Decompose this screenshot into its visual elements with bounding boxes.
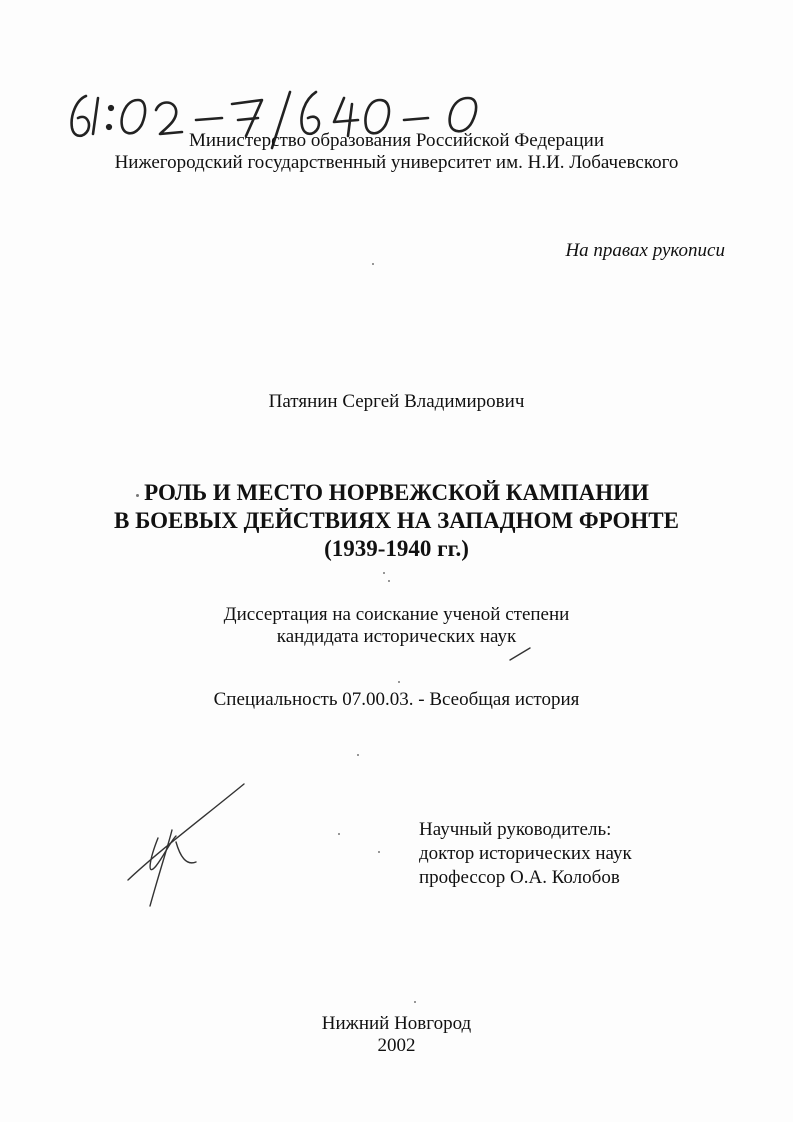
supervisor-degree: доктор исторических наук bbox=[419, 843, 632, 864]
scan-speck bbox=[388, 580, 390, 582]
speciality-line: Специальность 07.00.03. - Всеобщая история bbox=[213, 689, 580, 710]
ministry-line: Министерство образования Российской Федерации bbox=[189, 130, 604, 151]
city-line: Нижний Новгород bbox=[321, 1013, 472, 1034]
supervisor-block bbox=[419, 818, 632, 890]
supervisor-role: Научный руководитель: bbox=[419, 819, 612, 840]
dissertation-line-2: кандидата исторических наук bbox=[276, 626, 517, 647]
scan-speck bbox=[383, 572, 385, 574]
scan-speck bbox=[414, 1001, 416, 1003]
scan-speck bbox=[372, 263, 374, 265]
title-line-1: РОЛЬ И МЕСТО НОРВЕЖСКОЙ КАМПАНИИ bbox=[144, 480, 649, 505]
year-line: 2002 bbox=[377, 1035, 416, 1056]
scan-speck bbox=[357, 754, 359, 756]
dissertation-line-1: Диссертация на соискание ученой степени bbox=[223, 604, 570, 625]
scan-speck bbox=[136, 494, 139, 497]
supervisor-name: профессор О.А. Колобов bbox=[419, 867, 620, 888]
title-line-3: (1939-1940 гг.) bbox=[324, 536, 469, 561]
university-line: Нижегородский государственный университет им. Н.И. Лобачевского bbox=[114, 152, 679, 173]
scan-speck bbox=[378, 851, 380, 853]
scan-speck bbox=[398, 681, 400, 683]
title-line-2: В БОЕВЫХ ДЕЙСТВИЯХ НА ЗАПАДНОМ ФРОНТЕ bbox=[114, 508, 679, 533]
scan-speck bbox=[338, 833, 340, 835]
author-name: Патянин Сергей Владимирович bbox=[268, 391, 525, 412]
manuscript-rights-note: На правах рукописи bbox=[565, 240, 725, 261]
